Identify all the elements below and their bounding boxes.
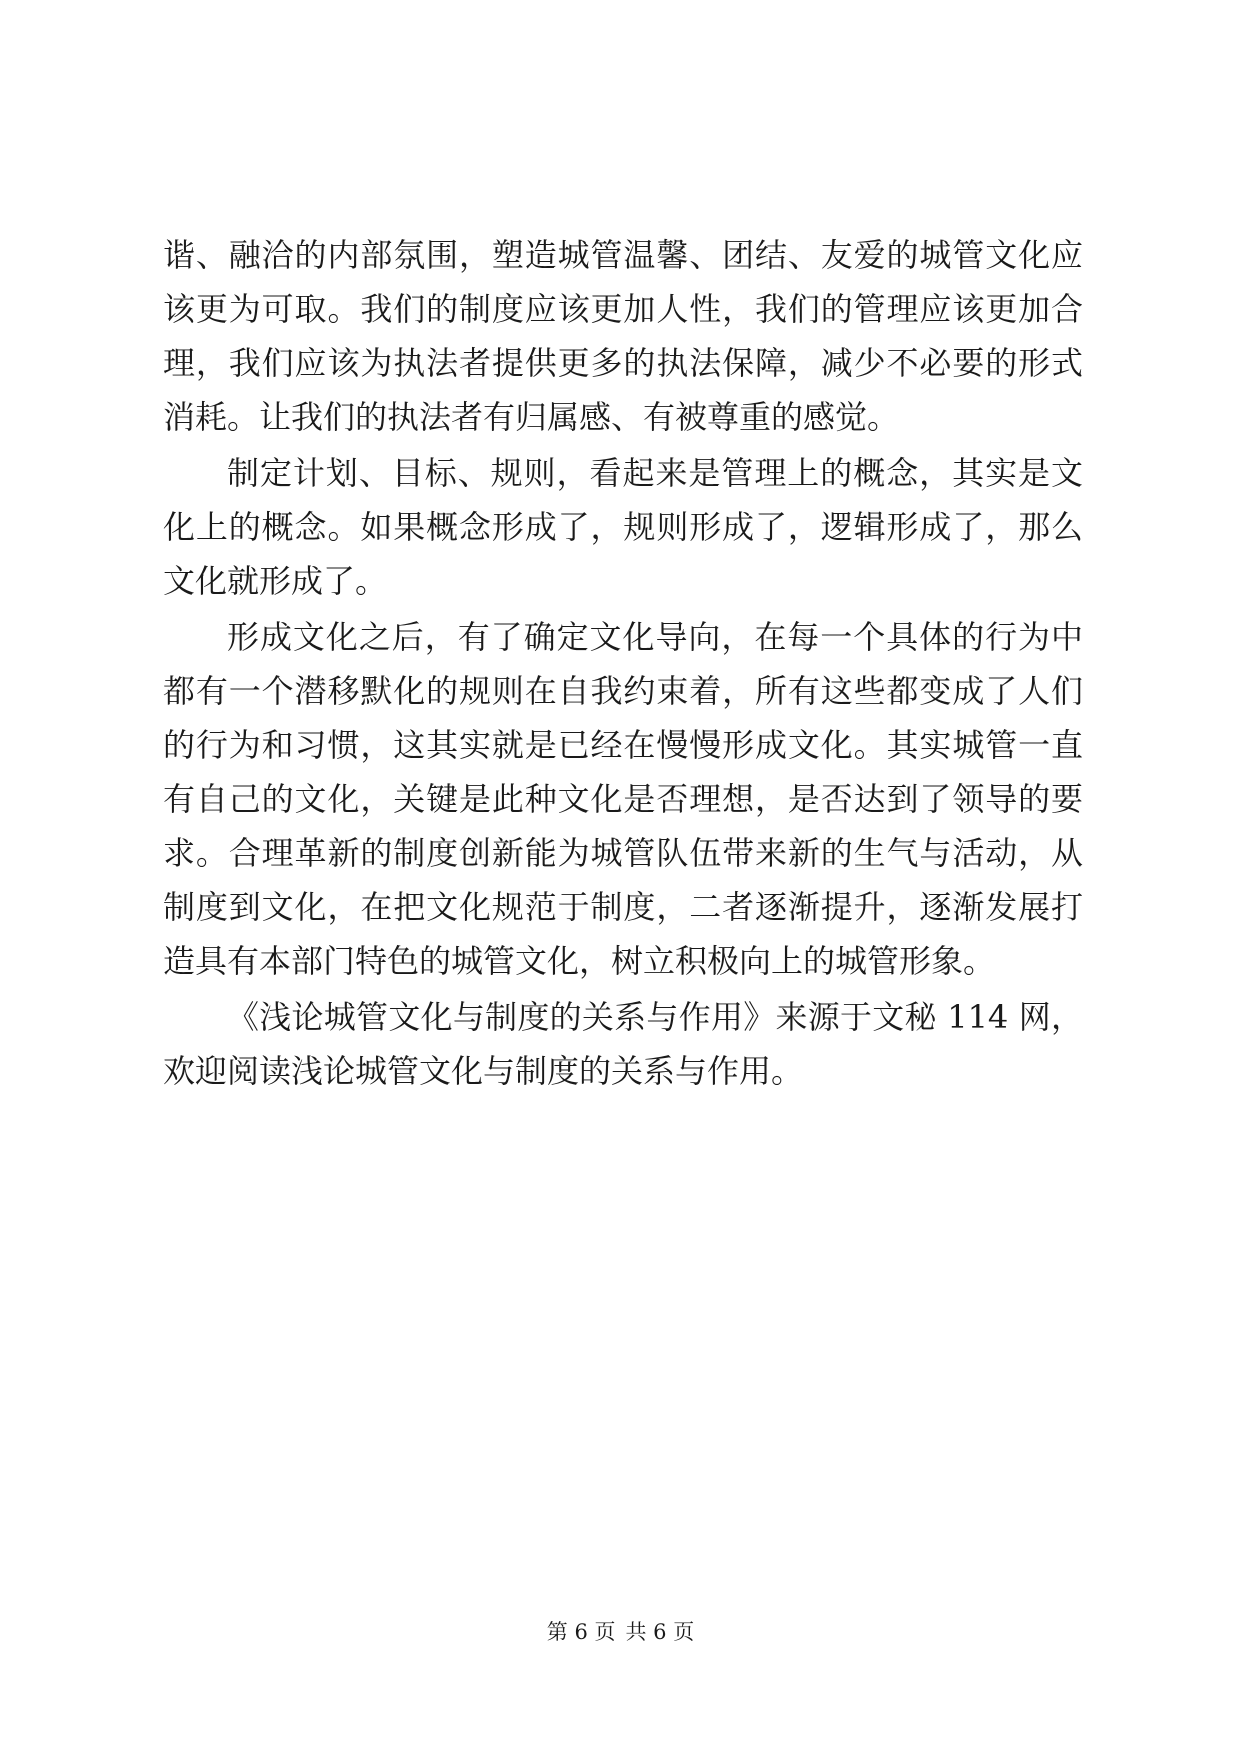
text-line: 都有一个潜移默化的规则在自我约束着，所有这些都变成了人们 [163, 672, 1083, 710]
paragraph-4 [163, 990, 1083, 1098]
text-line: 的行为和习惯，这其实就是已经在慢慢形成文化。其实城管一直 [163, 726, 1083, 764]
text-line: 《浅论城管文化与制度的关系与作用》来源于文秘 114 网， [227, 998, 1083, 1036]
text-line: 化上的概念。如果概念形成了，规则形成了，逻辑形成了，那么 [163, 508, 1083, 546]
text-line: 理，我们应该为执法者提供更多的执法保障，减少不必要的形式 [163, 344, 1083, 382]
page-total: 共 6 页 [625, 1620, 695, 1644]
text-line: 形成文化之后，有了确定文化导向，在每一个具体的行为中 [227, 618, 1083, 656]
paragraph-1 [163, 228, 1083, 444]
text-line: 求。合理革新的制度创新能为城管队伍带来新的生气与活动，从 [163, 834, 1083, 872]
text-line: 制度到文化，在把文化规范于制度，二者逐渐提升，逐渐发展打 [163, 888, 1083, 926]
text-line: 有自己的文化，关键是此种文化是否理想，是否达到了领导的要 [163, 780, 1083, 818]
text-line: 制定计划、目标、规则，看起来是管理上的概念，其实是文 [227, 454, 1083, 492]
text-line: 造具有本部门特色的城管文化，树立积极向上的城管形象。 [163, 942, 996, 980]
text-line: 文化就形成了。 [163, 562, 388, 600]
text-line: 谐、融洽的内部氛围，塑造城管温馨、团结、友爱的城管文化应 [163, 236, 1083, 274]
page-number: 第 6 页 [546, 1620, 616, 1644]
text-line: 该更为可取。我们的制度应该更加人性，我们的管理应该更加合 [163, 290, 1083, 328]
text-line: 欢迎阅读浅论城管文化与制度的关系与作用。 [163, 1052, 804, 1090]
text-line: 消耗。让我们的执法者有归属感、有被尊重的感觉。 [163, 398, 900, 436]
page-footer [0, 1616, 1241, 1646]
paragraph-3 [163, 610, 1083, 988]
paragraph-2 [163, 446, 1083, 608]
document-body [163, 228, 1083, 1098]
